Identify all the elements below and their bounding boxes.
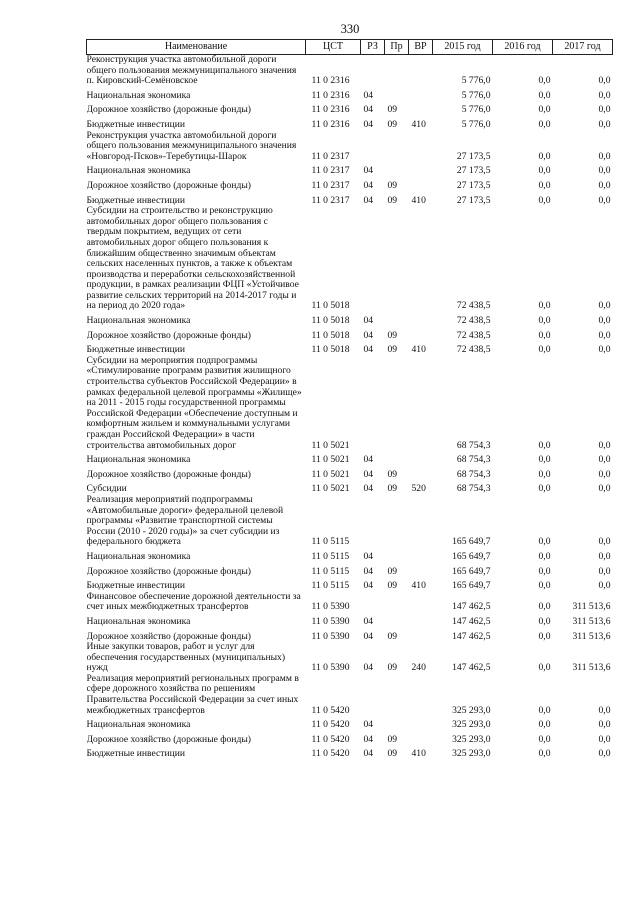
row-2017: 0,0: [598, 565, 611, 577]
header-2017: 2017 год: [553, 40, 613, 55]
row-vr: [409, 312, 433, 327]
row-name: Национальная экономика: [86, 719, 191, 731]
row-pr: 09: [387, 118, 398, 130]
row-name: Бюджетные инвестиции: [86, 748, 185, 760]
row-cst: 11 0 5115: [311, 550, 350, 562]
row-name: Реконструкция участка автомобильной дороги общего пользования межмуниципального значения «Новгород-Псков»-Теребутицы-Шарок: [86, 130, 297, 162]
row-rz: 04: [363, 468, 374, 480]
row-rz: 04: [363, 483, 374, 495]
row-cst: 11 0 5390: [311, 601, 350, 613]
row-cst: 11 0 5115: [311, 580, 350, 592]
table-row: [87, 548, 613, 563]
row-name: Дорожное хозяйство (дорожные фонды): [86, 329, 251, 341]
row-2015: 147 462,5: [452, 601, 491, 613]
row-rz: 04: [363, 630, 374, 642]
row-2015: 165 649,7: [452, 565, 491, 577]
row-name: Реконструкция участка автомобильной дороги общего пользования межмуниципального значения п. Кировский-Семёновское: [86, 54, 297, 87]
row-vr: [409, 731, 433, 746]
table-row: [87, 642, 613, 674]
row-2016: 0,0: [538, 329, 551, 341]
row-2015: 68 754,3: [456, 468, 491, 480]
row-name: Дорожное хозяйство (дорожные фонды): [86, 104, 251, 116]
row-2017: 0,0: [598, 150, 611, 162]
row-2015: 68 754,3: [456, 439, 491, 451]
row-2016: 0,0: [538, 150, 551, 162]
row-rz: 04: [363, 315, 374, 327]
row-cst: 11 0 2316: [311, 75, 350, 87]
row-2016: 0,0: [538, 565, 551, 577]
row-pr: [385, 674, 409, 716]
row-vr: [409, 162, 433, 177]
row-name: Национальная экономика: [86, 89, 191, 101]
table-row: [87, 495, 613, 548]
row-name: Национальная экономика: [86, 165, 191, 177]
row-2016: 0,0: [538, 630, 551, 642]
row-vr: [409, 466, 433, 481]
row-2016: 0,0: [538, 315, 551, 327]
table-row: [87, 206, 613, 312]
row-cst: 11 0 2316: [311, 118, 350, 130]
row-2015: 165 649,7: [452, 580, 491, 592]
row-cst: 11 0 5018: [311, 329, 350, 341]
row-2017: 0,0: [598, 194, 611, 206]
row-2017: 0,0: [598, 483, 611, 495]
row-2015: 72 438,5: [456, 344, 491, 356]
budget-table: [86, 39, 613, 760]
row-vr: [409, 613, 433, 628]
row-pr: 09: [387, 662, 398, 674]
row-2015: 325 293,0: [452, 704, 491, 716]
table-row: [87, 563, 613, 578]
row-2015: 5 776,0: [461, 89, 491, 101]
budget-table-container: [86, 39, 612, 760]
row-2017: 0,0: [598, 179, 611, 191]
row-cst: 11 0 2317: [311, 179, 350, 191]
row-2016: 0,0: [538, 194, 551, 206]
row-name: Дорожное хозяйство (дорожные фонды): [86, 565, 251, 577]
row-2016: 0,0: [538, 344, 551, 356]
row-vr: [409, 716, 433, 731]
row-pr: 09: [387, 194, 398, 206]
row-2016: 0,0: [538, 662, 551, 674]
row-2016: 0,0: [538, 454, 551, 466]
row-pr: 09: [387, 179, 398, 191]
table-row: [87, 192, 613, 207]
row-cst: 11 0 2317: [311, 165, 350, 177]
row-pr: [385, 312, 409, 327]
row-2015: 27 173,5: [456, 179, 491, 191]
table-row: [87, 577, 613, 592]
row-cst: 11 0 5420: [311, 719, 350, 731]
row-vr: [409, 327, 433, 342]
row-2017: 0,0: [598, 536, 611, 548]
header-row: [87, 40, 613, 55]
row-cst: 11 0 5420: [311, 704, 350, 716]
row-name: Национальная экономика: [86, 454, 191, 466]
row-2016: 0,0: [538, 118, 551, 130]
row-2015: 27 173,5: [456, 165, 491, 177]
row-rz: 04: [363, 719, 374, 731]
row-vr: 410: [411, 580, 426, 592]
row-2015: 27 173,5: [456, 150, 491, 162]
table-row: [87, 745, 613, 760]
row-2015: 147 462,5: [452, 662, 491, 674]
row-pr: 09: [387, 329, 398, 341]
row-rz: [361, 206, 385, 312]
row-rz: 04: [363, 733, 374, 745]
row-2016: 0,0: [538, 483, 551, 495]
row-cst: 11 0 5021: [311, 439, 350, 451]
row-cst: 11 0 5021: [311, 468, 350, 480]
row-rz: 04: [363, 550, 374, 562]
row-name: Иные закупки товаров, работ и услуг для обеспечения государственных (муниципальных) нужд: [86, 642, 286, 674]
row-2015: 68 754,3: [456, 454, 491, 466]
row-pr: [385, 613, 409, 628]
row-name: Реализация мероприятий региональных программ в сфере дорожного хозяйства по решениям Правительства Российской Федерации за счет иных межбюджетных трансфертов: [86, 673, 299, 716]
row-rz: [361, 495, 385, 548]
row-cst: 11 0 5018: [311, 315, 350, 327]
row-name: Национальная экономика: [86, 615, 191, 627]
row-2015: 5 776,0: [461, 75, 491, 87]
row-vr: [409, 451, 433, 466]
row-pr: 09: [387, 565, 398, 577]
row-2017: 0,0: [598, 344, 611, 356]
row-pr: 09: [387, 733, 398, 745]
row-2017: 311 513,6: [572, 615, 611, 627]
row-vr: [409, 548, 433, 563]
row-2016: 0,0: [538, 439, 551, 451]
row-cst: 11 0 5390: [311, 615, 350, 627]
row-name: Дорожное хозяйство (дорожные фонды): [86, 733, 251, 745]
row-cst: 11 0 5018: [311, 344, 350, 356]
row-pr: [385, 592, 409, 613]
row-cst: 11 0 5115: [311, 565, 350, 577]
header-name: Наименование: [87, 40, 306, 55]
row-2017: 0,0: [598, 300, 611, 312]
table-row: [87, 177, 613, 192]
header-cst: ЦСТ: [306, 40, 361, 55]
row-rz: 04: [363, 565, 374, 577]
row-name: Дорожное хозяйство (дорожные фонды): [86, 630, 251, 642]
row-2015: 147 462,5: [452, 615, 491, 627]
header-2016: 2016 год: [493, 40, 553, 55]
row-2017: 0,0: [598, 454, 611, 466]
row-rz: 04: [363, 580, 374, 592]
row-vr: [409, 206, 433, 312]
row-2017: 311 513,6: [572, 662, 611, 674]
row-rz: [361, 592, 385, 613]
table-body: [87, 55, 613, 761]
row-vr: 410: [411, 194, 426, 206]
table-row: [87, 480, 613, 495]
row-2015: 72 438,5: [456, 300, 491, 312]
row-pr: 09: [387, 483, 398, 495]
row-pr: 09: [387, 748, 398, 760]
row-cst: 11 0 5018: [311, 300, 350, 312]
row-2017: 0,0: [598, 329, 611, 341]
row-cst: 11 0 5420: [311, 733, 350, 745]
row-rz: 04: [363, 194, 374, 206]
row-2017: 0,0: [598, 165, 611, 177]
row-2015: 68 754,3: [456, 483, 491, 495]
row-2016: 0,0: [538, 748, 551, 760]
row-cst: 11 0 5390: [311, 630, 350, 642]
table-row: [87, 628, 613, 643]
row-vr: [409, 356, 433, 451]
row-rz: 04: [363, 89, 374, 101]
row-2017: 0,0: [598, 704, 611, 716]
row-pr: 09: [387, 468, 398, 480]
row-rz: 04: [363, 662, 374, 674]
row-vr: 520: [411, 483, 426, 495]
table-row: [87, 731, 613, 746]
row-cst: 11 0 5390: [311, 662, 350, 674]
row-pr: 09: [387, 630, 398, 642]
table-row: [87, 716, 613, 731]
row-vr: [409, 628, 433, 643]
row-2016: 0,0: [538, 704, 551, 716]
row-2017: 311 513,6: [572, 630, 611, 642]
row-vr: 410: [411, 344, 426, 356]
row-vr: 240: [411, 662, 426, 674]
row-pr: [385, 162, 409, 177]
row-rz: 04: [363, 118, 374, 130]
row-name: Субсидии: [86, 483, 127, 495]
table-row: [87, 356, 613, 451]
row-cst: 11 0 2317: [311, 150, 350, 162]
row-rz: [361, 356, 385, 451]
row-vr: [409, 101, 433, 116]
row-pr: [385, 716, 409, 731]
row-pr: [385, 87, 409, 102]
row-pr: [385, 55, 409, 87]
row-name: Дорожное хозяйство (дорожные фонды): [86, 179, 251, 191]
row-2015: 325 293,0: [452, 748, 491, 760]
row-2017: 0,0: [598, 550, 611, 562]
row-2016: 0,0: [538, 179, 551, 191]
table-row: [87, 55, 613, 87]
row-cst: 11 0 2317: [311, 194, 350, 206]
row-rz: 04: [363, 179, 374, 191]
row-pr: [385, 356, 409, 451]
table-row: [87, 592, 613, 613]
row-rz: 04: [363, 344, 374, 356]
table-row: [87, 613, 613, 628]
table-row: [87, 674, 613, 716]
row-2017: 0,0: [598, 118, 611, 130]
row-2017: 0,0: [598, 748, 611, 760]
row-name: Бюджетные инвестиции: [86, 344, 185, 356]
row-rz: 04: [363, 329, 374, 341]
row-name: Бюджетные инвестиции: [86, 194, 185, 206]
row-2017: 0,0: [598, 733, 611, 745]
row-vr: [409, 131, 433, 163]
row-2016: 0,0: [538, 468, 551, 480]
row-name: Национальная экономика: [86, 550, 191, 562]
row-cst: 11 0 5115: [311, 536, 350, 548]
table-row: [87, 87, 613, 102]
row-rz: 04: [363, 454, 374, 466]
row-pr: 09: [387, 580, 398, 592]
row-2016: 0,0: [538, 300, 551, 312]
row-2016: 0,0: [538, 104, 551, 116]
row-2015: 72 438,5: [456, 329, 491, 341]
row-2017: 0,0: [598, 719, 611, 731]
row-rz: 04: [363, 165, 374, 177]
table-row: [87, 131, 613, 163]
row-2016: 0,0: [538, 733, 551, 745]
table-row: [87, 101, 613, 116]
row-2016: 0,0: [538, 165, 551, 177]
row-pr: [385, 548, 409, 563]
row-vr: 410: [411, 118, 426, 130]
row-vr: [409, 87, 433, 102]
row-2016: 0,0: [538, 615, 551, 627]
row-2016: 0,0: [538, 536, 551, 548]
row-2015: 165 649,7: [452, 536, 491, 548]
row-rz: [361, 131, 385, 163]
row-2015: 72 438,5: [456, 315, 491, 327]
row-pr: [385, 495, 409, 548]
header-rz: РЗ: [361, 40, 385, 55]
table-row: [87, 466, 613, 481]
row-name: Реализация мероприятий подпрограммы «Автомобильные дороги» федеральной целевой программы «Развитие транспортной системы России (2010 - 2020 годы)» за счет субсидии из федерального бюджета: [86, 494, 284, 548]
row-pr: [385, 451, 409, 466]
row-rz: [361, 674, 385, 716]
header-2015: 2015 год: [433, 40, 493, 55]
row-cst: 11 0 5420: [311, 748, 350, 760]
row-2017: 0,0: [598, 75, 611, 87]
row-2017: 0,0: [598, 315, 611, 327]
table-row: [87, 327, 613, 342]
page-number: 330: [340, 22, 360, 36]
table-row: [87, 341, 613, 356]
row-pr: 09: [387, 344, 398, 356]
row-2015: 5 776,0: [461, 104, 491, 116]
header-vr: ВР: [409, 40, 433, 55]
table-row: [87, 312, 613, 327]
row-2015: 147 462,5: [452, 630, 491, 642]
row-2017: 0,0: [598, 104, 611, 116]
row-2017: 0,0: [598, 580, 611, 592]
row-rz: 04: [363, 615, 374, 627]
row-2015: 325 293,0: [452, 719, 491, 731]
row-2016: 0,0: [538, 550, 551, 562]
row-rz: 04: [363, 104, 374, 116]
row-vr: [409, 674, 433, 716]
row-cst: 11 0 5021: [311, 483, 350, 495]
row-cst: 11 0 5021: [311, 454, 350, 466]
row-name: Бюджетные инвестиции: [86, 118, 185, 130]
row-2016: 0,0: [538, 580, 551, 592]
row-2015: 27 173,5: [456, 194, 491, 206]
row-2017: 311 513,6: [572, 601, 611, 613]
row-pr: 09: [387, 104, 398, 116]
row-vr: [409, 55, 433, 87]
row-2017: 0,0: [598, 89, 611, 101]
row-2017: 0,0: [598, 468, 611, 480]
row-2016: 0,0: [538, 601, 551, 613]
row-vr: [409, 563, 433, 578]
table-row: [87, 116, 613, 131]
row-name: Национальная экономика: [86, 315, 191, 327]
row-2015: 325 293,0: [452, 733, 491, 745]
row-rz: [361, 55, 385, 87]
header-pr: Пр: [385, 40, 409, 55]
row-2016: 0,0: [538, 75, 551, 87]
row-2016: 0,0: [538, 89, 551, 101]
row-2015: 5 776,0: [461, 118, 491, 130]
row-pr: [385, 206, 409, 312]
row-cst: 11 0 2316: [311, 89, 350, 101]
table-row: [87, 451, 613, 466]
table-header: [87, 40, 613, 55]
row-vr: 410: [411, 748, 426, 760]
row-vr: [409, 592, 433, 613]
row-name: Субсидии на мероприятия подпрограммы «Стимулирование программ развития жилищного строительства субъектов Российской Федерации» в рамках федеральной целевой программы «Жилище» на 2011 - 2015 годы государственной программы Российской Федерации «Обеспечение доступным и комфортным жильем и коммунальными услугами граждан Российской Федерации» в части строительства автомобильных дорог: [86, 355, 302, 451]
row-name: Дорожное хозяйство (дорожные фонды): [86, 468, 251, 480]
row-2015: 165 649,7: [452, 550, 491, 562]
row-2016: 0,0: [538, 719, 551, 731]
row-name: Финансовое обеспечение дорожной деятельности за счет иных межбюджетных трансфертов: [86, 591, 301, 613]
row-2017: 0,0: [598, 439, 611, 451]
row-cst: 11 0 2316: [311, 104, 350, 116]
row-vr: [409, 495, 433, 548]
row-name: Бюджетные инвестиции: [86, 580, 185, 592]
row-pr: [385, 131, 409, 163]
row-rz: 04: [363, 748, 374, 760]
table-row: [87, 162, 613, 177]
row-vr: [409, 177, 433, 192]
row-name: Субсидии на строительство и реконструкцию автомобильных дорог общего пользования с твердым покрытием, ведущих от сети автомобильных дорог общего пользования к ближайшим общественно значимым объектам сельских населенных пунктов, а также к объектам производства и переработки сельскохозяйственной продукции, в рамках реализации ФЦП «Устойчивое развитие сельских территорий на 2014-2017 годы и на период до 2020 года»: [86, 206, 299, 312]
